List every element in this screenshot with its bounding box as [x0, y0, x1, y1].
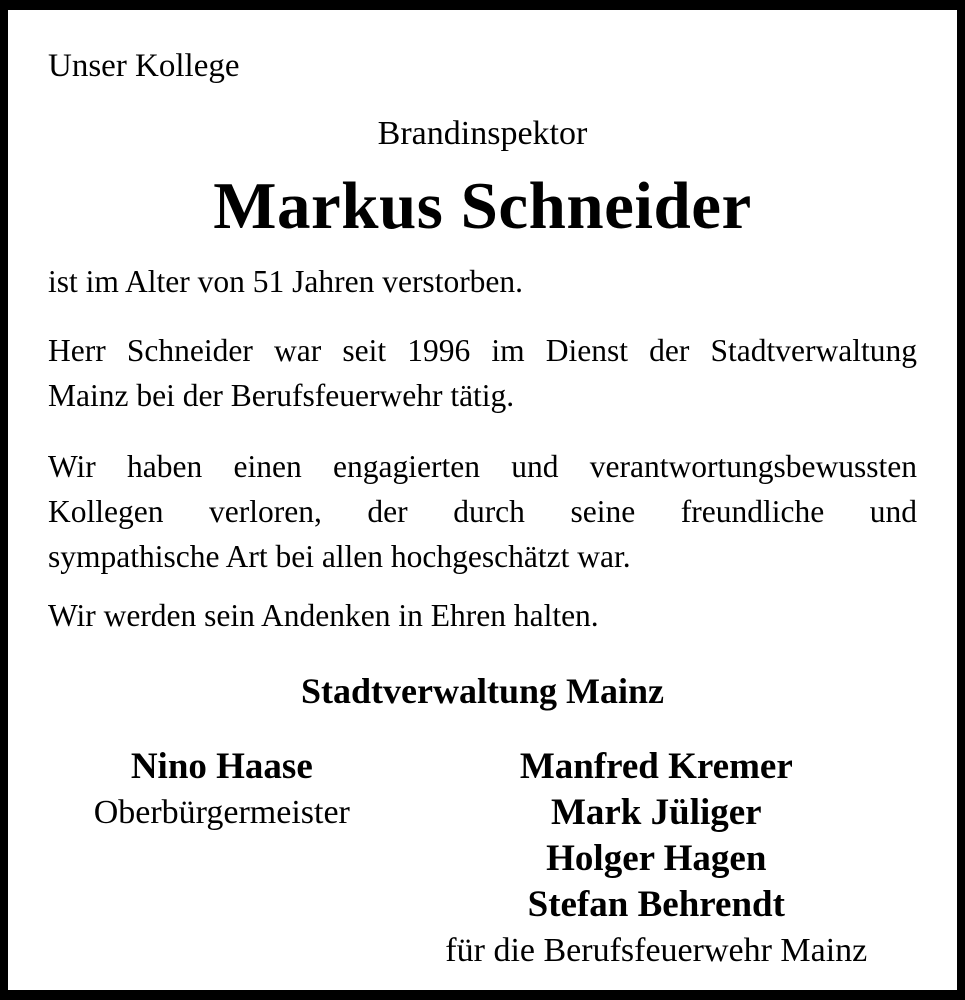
- organization-name: Stadtverwaltung Mainz: [301, 671, 664, 711]
- notice-content: [48, 44, 917, 974]
- text-line: sympathische Art bei allen hochgeschätzt war.: [48, 539, 631, 574]
- text-line: Mainz bei der Berufsfeuerwehr tätig.: [48, 378, 515, 413]
- signature-block: [48, 744, 917, 974]
- intro-line: Unser Kollege: [48, 48, 240, 84]
- signatory-name: Stefan Behrendt: [527, 884, 785, 925]
- signatory-name: Nino Haase: [130, 746, 313, 787]
- paragraph-verstorben: [48, 259, 917, 304]
- signatory-name: Manfred Kremer: [519, 746, 793, 787]
- signatory-name: Holger Hagen: [546, 838, 767, 879]
- text-line: Kollegen verloren, der durch seine freundliche und: [48, 494, 917, 529]
- text-line: ist im Alter von 51 Jahren verstorben.: [48, 264, 524, 299]
- paragraph-wuerdigung: [48, 444, 917, 579]
- signature-caption: für die Berufsfeuerwehr Mainz: [445, 932, 868, 969]
- text-line: Wir haben einen engagierten und verantwortungsbewussten: [48, 449, 917, 484]
- text-line: Wir werden sein Andenken in Ehren halten.: [48, 598, 599, 633]
- signature-column-right: [396, 744, 917, 974]
- deceased-role: Brandinspektor: [377, 115, 588, 152]
- text-line: Herr Schneider war seit 1996 im Dienst der Stadtverwaltung: [48, 333, 917, 368]
- paragraph-andenken: [48, 593, 917, 638]
- deceased-name: Markus Schneider: [213, 169, 752, 243]
- signatory-name: Mark Jüliger: [550, 792, 762, 833]
- signatory-role: Oberbürgermeister: [93, 794, 350, 831]
- paragraph-dienst: [48, 328, 917, 418]
- signature-column-left: [48, 744, 396, 836]
